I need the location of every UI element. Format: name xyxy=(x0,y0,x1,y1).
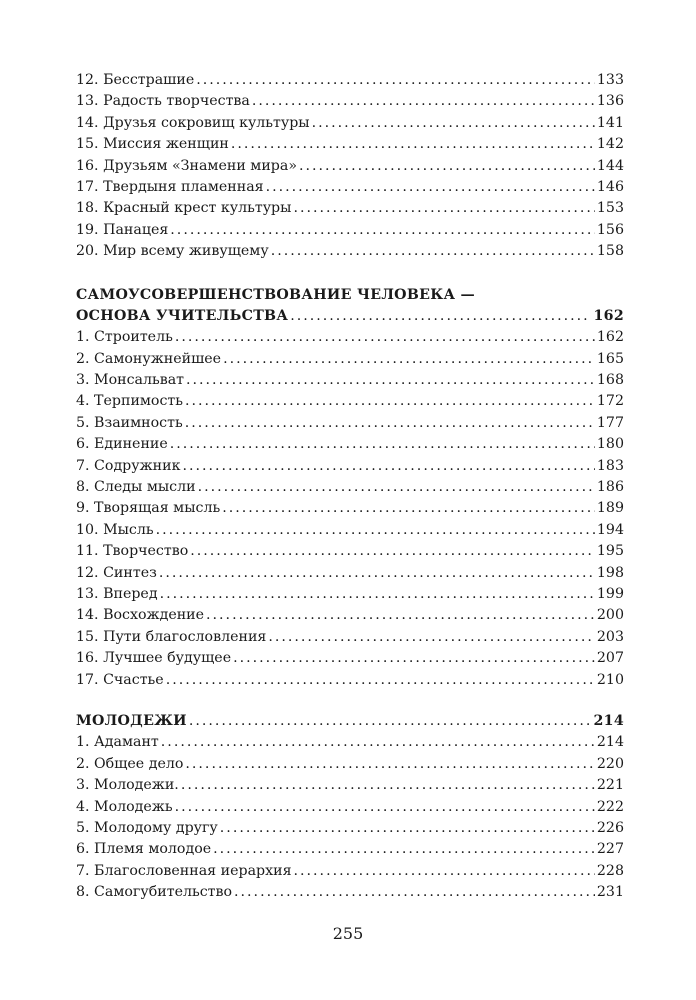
dot-leader xyxy=(185,391,595,412)
toc-entry-title: 13. Радость творчества xyxy=(76,93,250,110)
toc-entry[interactable] xyxy=(76,477,624,498)
toc-entry[interactable] xyxy=(76,861,624,882)
toc-entry-title: 11. Творчество xyxy=(76,543,189,560)
toc-entry-page: 180 xyxy=(596,436,624,453)
toc-entry[interactable] xyxy=(76,732,624,753)
dot-leader xyxy=(170,220,595,241)
toc-entry-page: 199 xyxy=(596,585,624,602)
toc-entry-page: 186 xyxy=(596,479,624,496)
toc-entry-title: 15. Пути благословления xyxy=(76,628,267,645)
toc-entry[interactable] xyxy=(76,775,624,796)
toc-entry[interactable] xyxy=(76,134,624,155)
dot-leader xyxy=(206,605,595,626)
dot-leader xyxy=(159,563,595,584)
toc-entry[interactable] xyxy=(76,434,624,455)
toc-entry[interactable] xyxy=(76,70,624,91)
toc-section-1 xyxy=(76,70,624,263)
section-heading-page: 162 xyxy=(593,307,624,324)
dot-leader xyxy=(312,113,595,134)
toc-entry[interactable] xyxy=(76,563,624,584)
toc-entry-title: 4. Терпимость xyxy=(76,393,183,410)
toc-entry-page: 227 xyxy=(596,841,624,858)
toc-entry-title: 14. Друзья сокровищ культуры xyxy=(76,114,310,131)
toc-entry-page: 221 xyxy=(596,777,624,794)
toc-entry[interactable] xyxy=(76,584,624,605)
toc-entry-title: 18. Красный крест культуры xyxy=(76,200,292,217)
toc-entry[interactable] xyxy=(76,177,624,198)
toc-entry-page: 210 xyxy=(596,671,624,688)
toc-entry-title: 16. Друзьям «Знамени мира» xyxy=(76,157,297,174)
toc-entry-page: 194 xyxy=(596,521,624,538)
toc-entry[interactable] xyxy=(76,198,624,219)
toc-entry-title: 12. Синтез xyxy=(76,564,157,581)
toc-entry-page: 214 xyxy=(596,734,624,751)
toc-entry-page: 231 xyxy=(596,884,624,901)
toc-entry-page: 226 xyxy=(596,819,624,836)
section-heading[interactable] xyxy=(76,306,624,327)
toc-entry[interactable] xyxy=(76,670,624,691)
section-spacer xyxy=(76,263,624,285)
toc-entry[interactable] xyxy=(76,456,624,477)
dot-leader xyxy=(175,797,595,818)
toc-entry[interactable] xyxy=(76,541,624,562)
toc-entry[interactable] xyxy=(76,370,624,391)
dot-leader xyxy=(185,413,595,434)
toc-entry-title: 3. Монсальват xyxy=(76,372,185,389)
toc-entry[interactable] xyxy=(76,327,624,348)
dot-leader xyxy=(268,627,595,648)
toc-entry-page: 177 xyxy=(596,414,624,431)
toc-entry-title: 1. Адамант xyxy=(76,734,159,751)
dot-leader xyxy=(294,861,595,882)
section-heading-line: САМОУСОВЕРШЕНСТВОВАНИЕ ЧЕЛОВЕКА — xyxy=(76,286,476,303)
dot-leader xyxy=(213,839,595,860)
dot-leader xyxy=(186,370,595,391)
dot-leader xyxy=(252,91,595,112)
section-spacer xyxy=(76,691,624,711)
toc-section-3 xyxy=(76,711,624,904)
toc-entry[interactable] xyxy=(76,627,624,648)
dot-leader xyxy=(234,882,595,903)
toc-entry-title: 13. Вперед xyxy=(76,585,158,602)
toc-entry[interactable] xyxy=(76,648,624,669)
toc-entry-title: 19. Панацея xyxy=(76,221,169,238)
dot-leader xyxy=(233,648,595,669)
toc-entry-title: 8. Следы мысли xyxy=(76,479,196,496)
page-number: 255 xyxy=(332,924,364,943)
toc-entry-page: 136 xyxy=(596,93,624,110)
toc-entry-title: 16. Лучшее будущее xyxy=(76,650,232,667)
toc-entry-title: 9. Творящая мысль xyxy=(76,500,221,517)
toc-entry-title: 2. Самонужнейшее xyxy=(76,350,222,367)
toc-entry-page: 207 xyxy=(596,650,624,667)
toc-entry-page: 195 xyxy=(596,543,624,560)
toc-entry[interactable] xyxy=(76,882,624,903)
dot-leader xyxy=(293,198,594,219)
table-of-contents xyxy=(76,70,624,903)
toc-entry-page: 200 xyxy=(596,607,624,624)
toc-entry[interactable] xyxy=(76,605,624,626)
dot-leader xyxy=(196,70,595,91)
toc-entry-page: 144 xyxy=(596,157,624,174)
dot-leader xyxy=(299,156,595,177)
toc-entry-page: 220 xyxy=(596,755,624,772)
toc-entry-title: 2. Общее дело xyxy=(76,755,184,772)
toc-entry-page: 189 xyxy=(596,500,624,517)
dot-leader xyxy=(185,754,595,775)
dot-leader xyxy=(182,456,594,477)
toc-entry-page: 198 xyxy=(596,564,624,581)
toc-entry-title: 7. Благословенная иерархия xyxy=(76,862,292,879)
toc-entry-title: 7. Содружник xyxy=(76,457,181,474)
toc-entry-title: 5. Взаимность xyxy=(76,414,183,431)
toc-entry[interactable] xyxy=(76,349,624,370)
toc-entry-title: 15. Миссия женщин xyxy=(76,136,229,153)
toc-entry-title: 10. Мысль xyxy=(76,521,154,538)
toc-entry[interactable] xyxy=(76,797,624,818)
toc-entry-title: 8. Самогубительство xyxy=(76,884,233,901)
toc-entry-page: 153 xyxy=(596,200,624,217)
toc-entry-page: 142 xyxy=(596,136,624,153)
dot-leader xyxy=(290,306,591,327)
dot-leader xyxy=(166,670,595,691)
dot-leader xyxy=(170,434,595,455)
section-heading-title: ОСНОВА УЧИТЕЛЬСТВА xyxy=(76,307,289,324)
toc-entry-page: 183 xyxy=(596,457,624,474)
toc-entry-page: 172 xyxy=(596,393,624,410)
toc-entry[interactable] xyxy=(76,241,624,262)
toc-entry-page: 141 xyxy=(596,114,624,131)
dot-leader xyxy=(156,520,595,541)
toc-entry-title: 1. Строитель xyxy=(76,329,173,346)
toc-entry-page: 168 xyxy=(596,372,624,389)
toc-entry-title: 17. Твердыня пламенная xyxy=(76,178,264,195)
toc-entry-title: 14. Восхождение xyxy=(76,607,205,624)
dot-leader xyxy=(271,241,595,262)
toc-entry-page: 162 xyxy=(596,329,624,346)
toc-entry-title: 12. Бесстрашие xyxy=(76,72,195,88)
toc-entry-page: 156 xyxy=(596,221,624,238)
toc-entry-page: 203 xyxy=(596,628,624,645)
dot-leader xyxy=(266,177,595,198)
toc-entry-title: 6. Единение xyxy=(76,436,168,453)
toc-entry[interactable] xyxy=(76,156,624,177)
toc-entry-title: 17. Счастье xyxy=(76,671,164,688)
dot-leader xyxy=(222,498,595,519)
toc-entry-page: 228 xyxy=(596,862,624,879)
toc-entry-page: 222 xyxy=(596,798,624,815)
dot-leader xyxy=(223,349,595,370)
toc-entry-title: 3. Молодежи. xyxy=(76,777,179,794)
dot-leader xyxy=(190,541,595,562)
toc-entry[interactable] xyxy=(76,754,624,775)
toc-entry-page: 146 xyxy=(596,178,624,195)
toc-entry-title: 5. Молодому другу xyxy=(76,819,218,836)
toc-entry-page: 133 xyxy=(596,72,624,88)
dot-leader xyxy=(231,134,595,155)
toc-entry-title: 20. Мир всему живущему xyxy=(76,243,269,260)
toc-entry-page: 158 xyxy=(596,243,624,260)
toc-entry[interactable] xyxy=(76,520,624,541)
toc-entry-title: 6. Племя молодое xyxy=(76,841,212,858)
section-heading-page: 214 xyxy=(593,712,624,729)
toc-entry-title: 4. Молодежь xyxy=(76,798,173,815)
dot-leader xyxy=(220,818,595,839)
dot-leader xyxy=(181,775,595,796)
section-heading-title: МОЛОДЕЖИ xyxy=(76,712,187,729)
dot-leader xyxy=(161,732,595,753)
section-heading[interactable] xyxy=(76,711,624,732)
toc-entry[interactable] xyxy=(76,413,624,434)
dot-leader xyxy=(160,584,595,605)
toc-entry-page: 165 xyxy=(596,350,624,367)
toc-entry[interactable] xyxy=(76,113,624,134)
dot-leader xyxy=(175,327,595,348)
toc-entry[interactable] xyxy=(76,91,624,112)
toc-entry[interactable] xyxy=(76,839,624,860)
toc-entry[interactable] xyxy=(76,818,624,839)
toc-section-2 xyxy=(76,285,624,691)
dot-leader xyxy=(198,477,595,498)
toc-entry[interactable] xyxy=(76,498,624,519)
toc-entry[interactable] xyxy=(76,391,624,412)
dot-leader xyxy=(189,711,592,732)
toc-entry[interactable] xyxy=(76,220,624,241)
